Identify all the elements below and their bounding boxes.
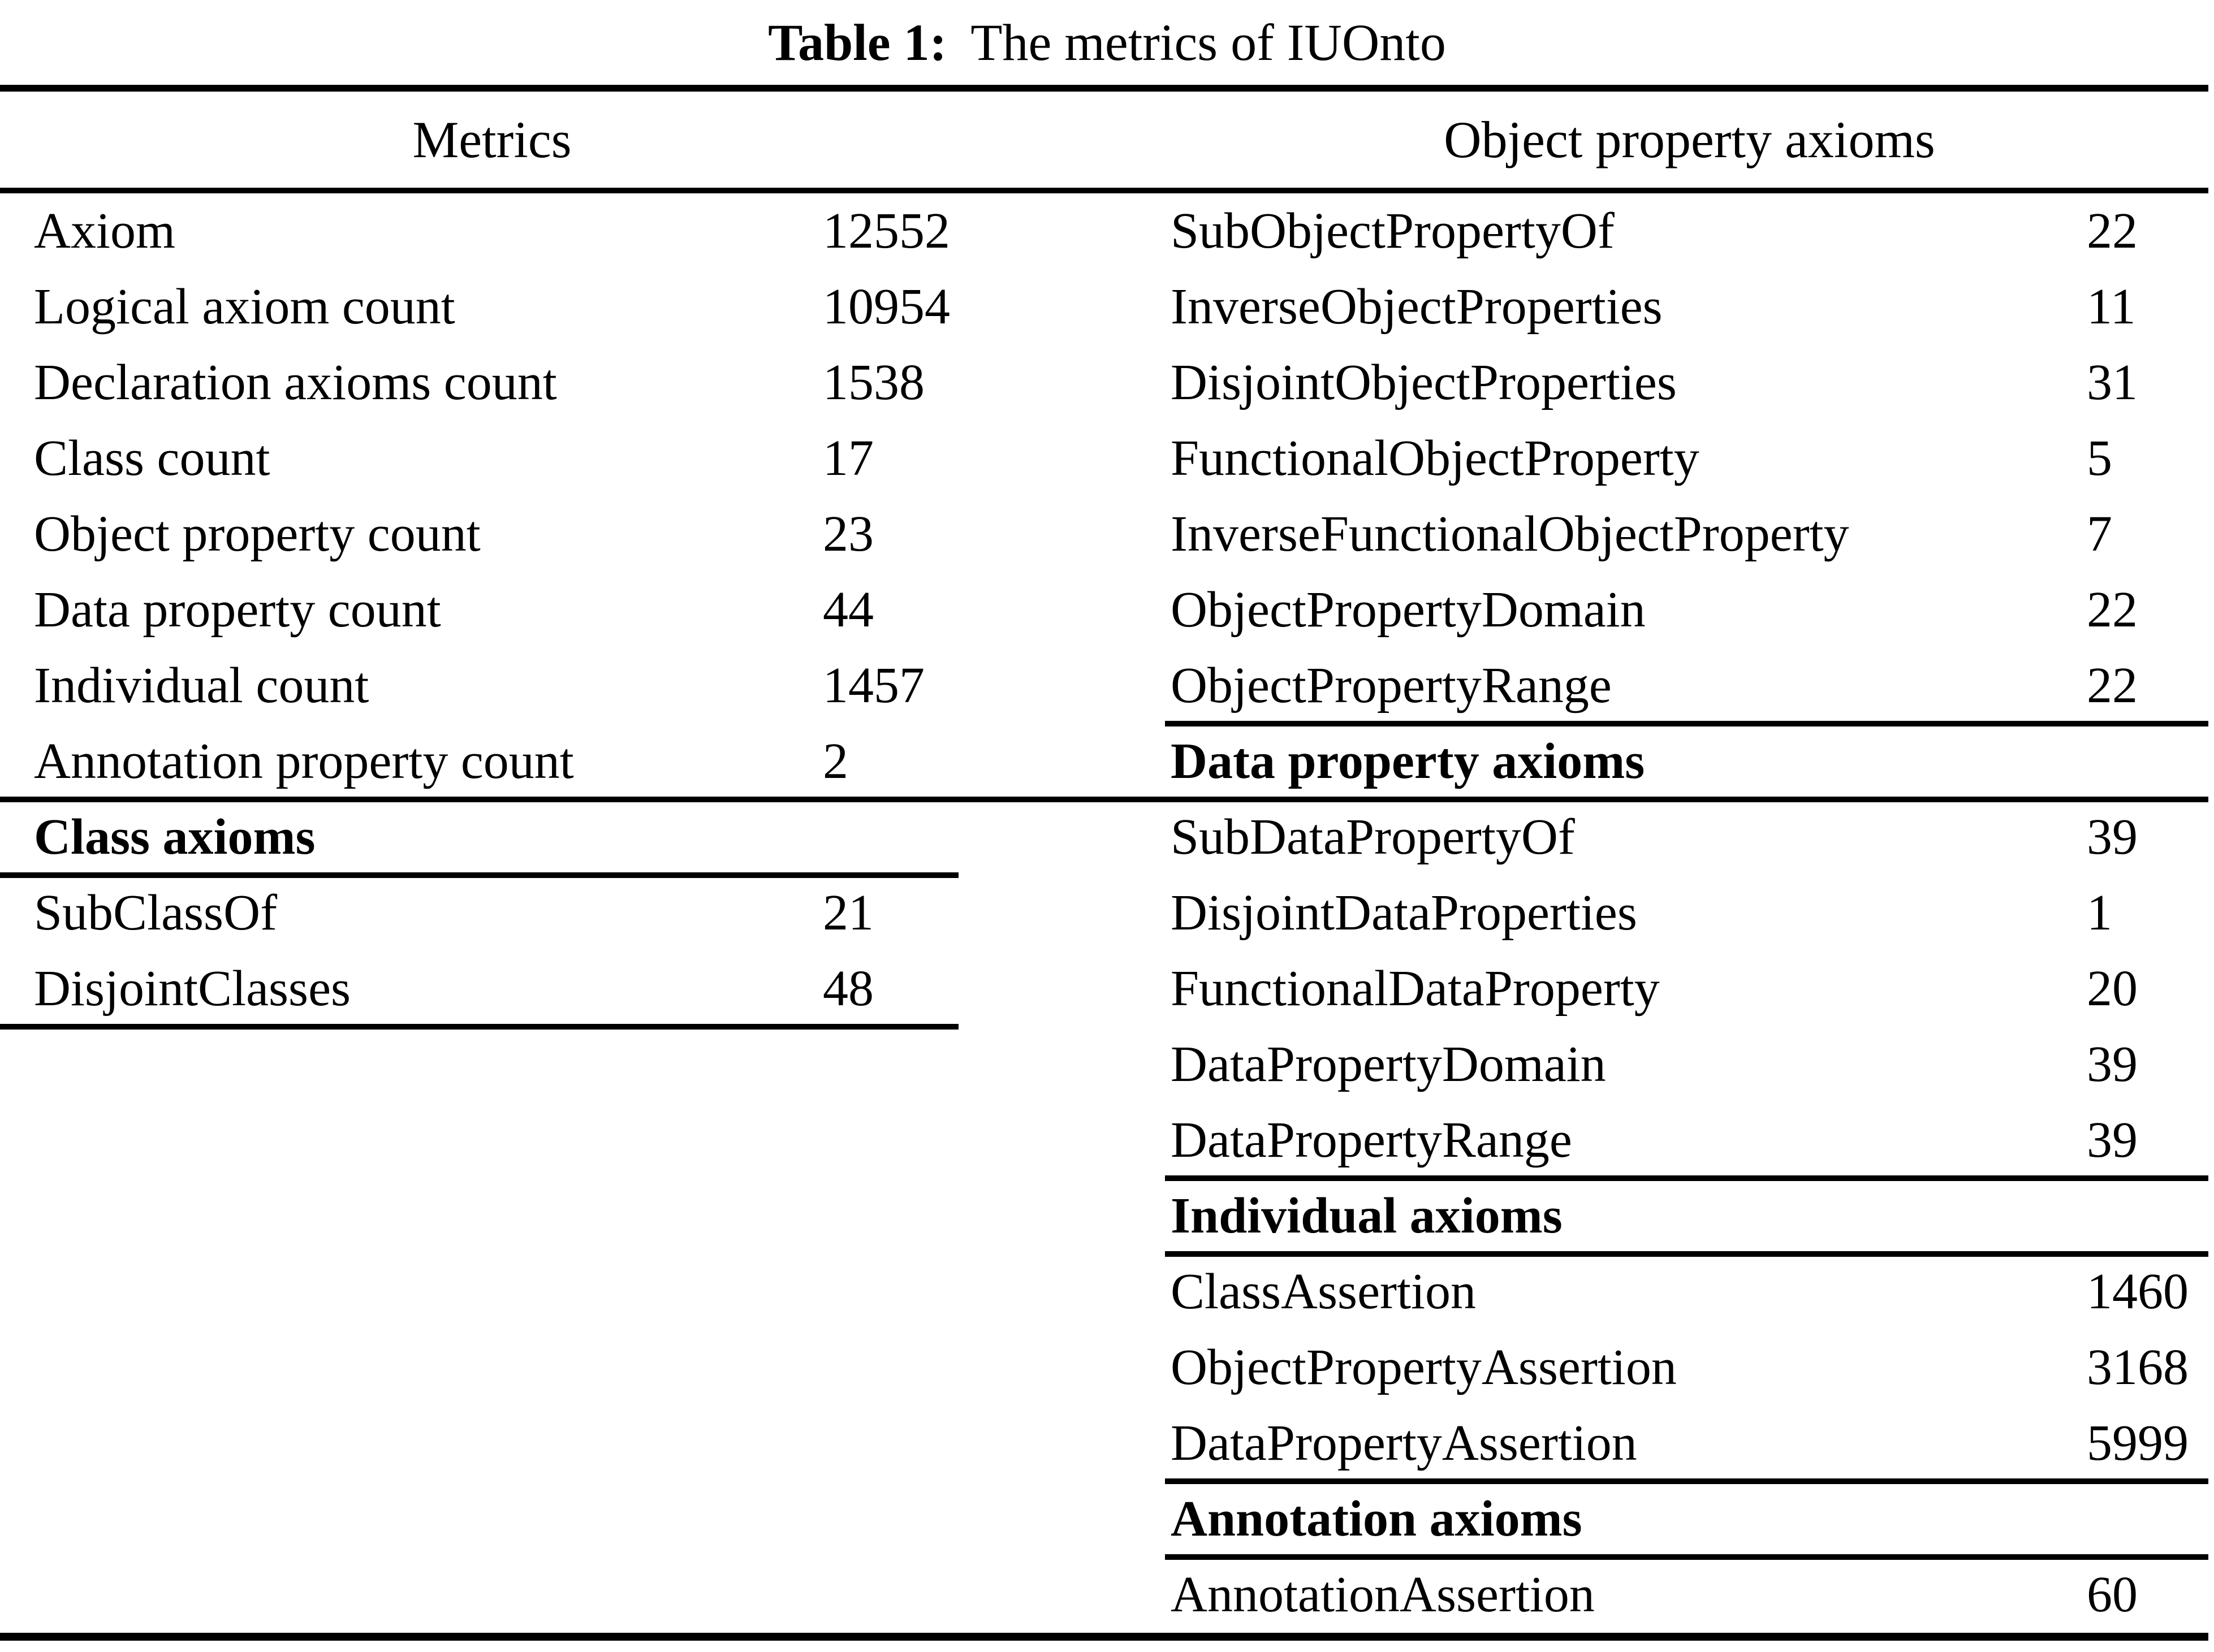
metric-label: DisjointObjectProperties xyxy=(1171,354,1677,410)
metric-value: 22 xyxy=(2087,658,2138,713)
metric-label: InverseObjectProperties xyxy=(1171,279,1663,335)
metric-value: 7 xyxy=(2087,506,2112,562)
table-header-row xyxy=(0,92,2214,188)
metric-label: DataPropertyDomain xyxy=(1171,1036,1606,1092)
table-row xyxy=(0,1481,2214,1557)
metric-label: SubDataPropertyOf xyxy=(1171,809,1575,865)
table-row xyxy=(0,1178,2214,1254)
metric-label: Individual count xyxy=(34,658,369,713)
metric-value: 5 xyxy=(2087,430,2112,486)
metric-label: FunctionalDataProperty xyxy=(1171,961,1660,1017)
metric-label: SubClassOf xyxy=(34,885,278,941)
metric-value: 22 xyxy=(2087,203,2138,259)
metric-label: ObjectPropertyDomain xyxy=(1171,582,1646,638)
metric-label: SubObjectPropertyOf xyxy=(1171,203,1615,259)
metric-value: 2 xyxy=(823,733,848,789)
metric-label: Annotation property count xyxy=(34,733,574,789)
table-row xyxy=(0,1254,2214,1330)
metric-value: 3168 xyxy=(2087,1339,2189,1395)
metric-value: 20 xyxy=(2087,961,2138,1017)
metric-label: ObjectPropertyRange xyxy=(1171,658,1612,713)
metric-value: 12552 xyxy=(823,203,950,259)
metric-value: 22 xyxy=(2087,582,2138,638)
metric-value: 39 xyxy=(2087,809,2138,865)
table-caption xyxy=(0,0,2214,85)
table-row xyxy=(0,421,2214,496)
metric-value: 31 xyxy=(2087,354,2138,410)
metric-value: 1 xyxy=(2087,885,2112,941)
metric-label: DisjointClasses xyxy=(34,961,351,1017)
metric-value: 21 xyxy=(823,885,874,941)
metric-label: AnnotationAssertion xyxy=(1171,1567,1595,1623)
section-header: Class axioms xyxy=(34,809,316,865)
table-caption-text: The metrics of IUOnto xyxy=(970,14,1446,71)
metric-label: Declaration axioms count xyxy=(34,354,557,410)
section-header: Annotation axioms xyxy=(1171,1491,1582,1547)
table-row xyxy=(0,269,2214,345)
metric-value: 17 xyxy=(823,430,874,486)
metric-value: 1538 xyxy=(823,354,925,410)
metric-value: 1457 xyxy=(823,658,925,713)
table-row xyxy=(0,1027,2214,1102)
table-caption-label: Table 1: xyxy=(768,14,947,71)
table-row xyxy=(0,1557,2214,1633)
table-row xyxy=(0,648,2214,724)
metric-label: Axiom xyxy=(34,203,176,259)
column-header-metrics: Metrics xyxy=(412,111,572,168)
table-row xyxy=(0,496,2214,572)
metric-value: 11 xyxy=(2087,279,2136,335)
metric-label: FunctionalObjectProperty xyxy=(1171,430,1699,486)
table-row xyxy=(0,951,2214,1027)
table-row xyxy=(0,345,2214,421)
metric-label: DisjointDataProperties xyxy=(1171,885,1637,941)
metric-value: 44 xyxy=(823,582,874,638)
table-row xyxy=(0,1330,2214,1406)
metric-label: Object property count xyxy=(34,506,481,562)
metric-label: DataPropertyRange xyxy=(1171,1112,1572,1168)
table-row xyxy=(0,799,2214,875)
table-body xyxy=(0,193,2214,1633)
metric-value: 10954 xyxy=(823,279,950,335)
metric-value: 39 xyxy=(2087,1036,2138,1092)
metric-value: 48 xyxy=(823,961,874,1017)
metric-label: ClassAssertion xyxy=(1171,1264,1476,1320)
divider xyxy=(0,188,2208,193)
metric-label: ObjectPropertyAssertion xyxy=(1171,1339,1677,1395)
metric-label: InverseFunctionalObjectProperty xyxy=(1171,506,1849,562)
metric-value: 1460 xyxy=(2087,1264,2189,1320)
table-row xyxy=(0,724,2214,799)
table-row xyxy=(0,1102,2214,1178)
metric-value: 5999 xyxy=(2087,1415,2189,1471)
column-header-object-property-axioms: Object property axioms xyxy=(1444,111,1935,168)
metric-value: 23 xyxy=(823,506,874,562)
metric-label: Class count xyxy=(34,430,270,486)
metric-label: Data property count xyxy=(34,582,441,638)
table-row xyxy=(0,572,2214,648)
table-row xyxy=(0,875,2214,951)
metric-value: 60 xyxy=(2087,1567,2138,1623)
metric-label: DataPropertyAssertion xyxy=(1171,1415,1637,1471)
divider xyxy=(0,1633,2208,1641)
table-row xyxy=(0,1406,2214,1481)
table-row xyxy=(0,193,2214,269)
section-header: Data property axioms xyxy=(1171,733,1645,789)
metric-label: Logical axiom count xyxy=(34,279,455,335)
metric-value: 39 xyxy=(2087,1112,2138,1168)
section-header: Individual axioms xyxy=(1171,1188,1563,1244)
divider xyxy=(0,85,2208,92)
